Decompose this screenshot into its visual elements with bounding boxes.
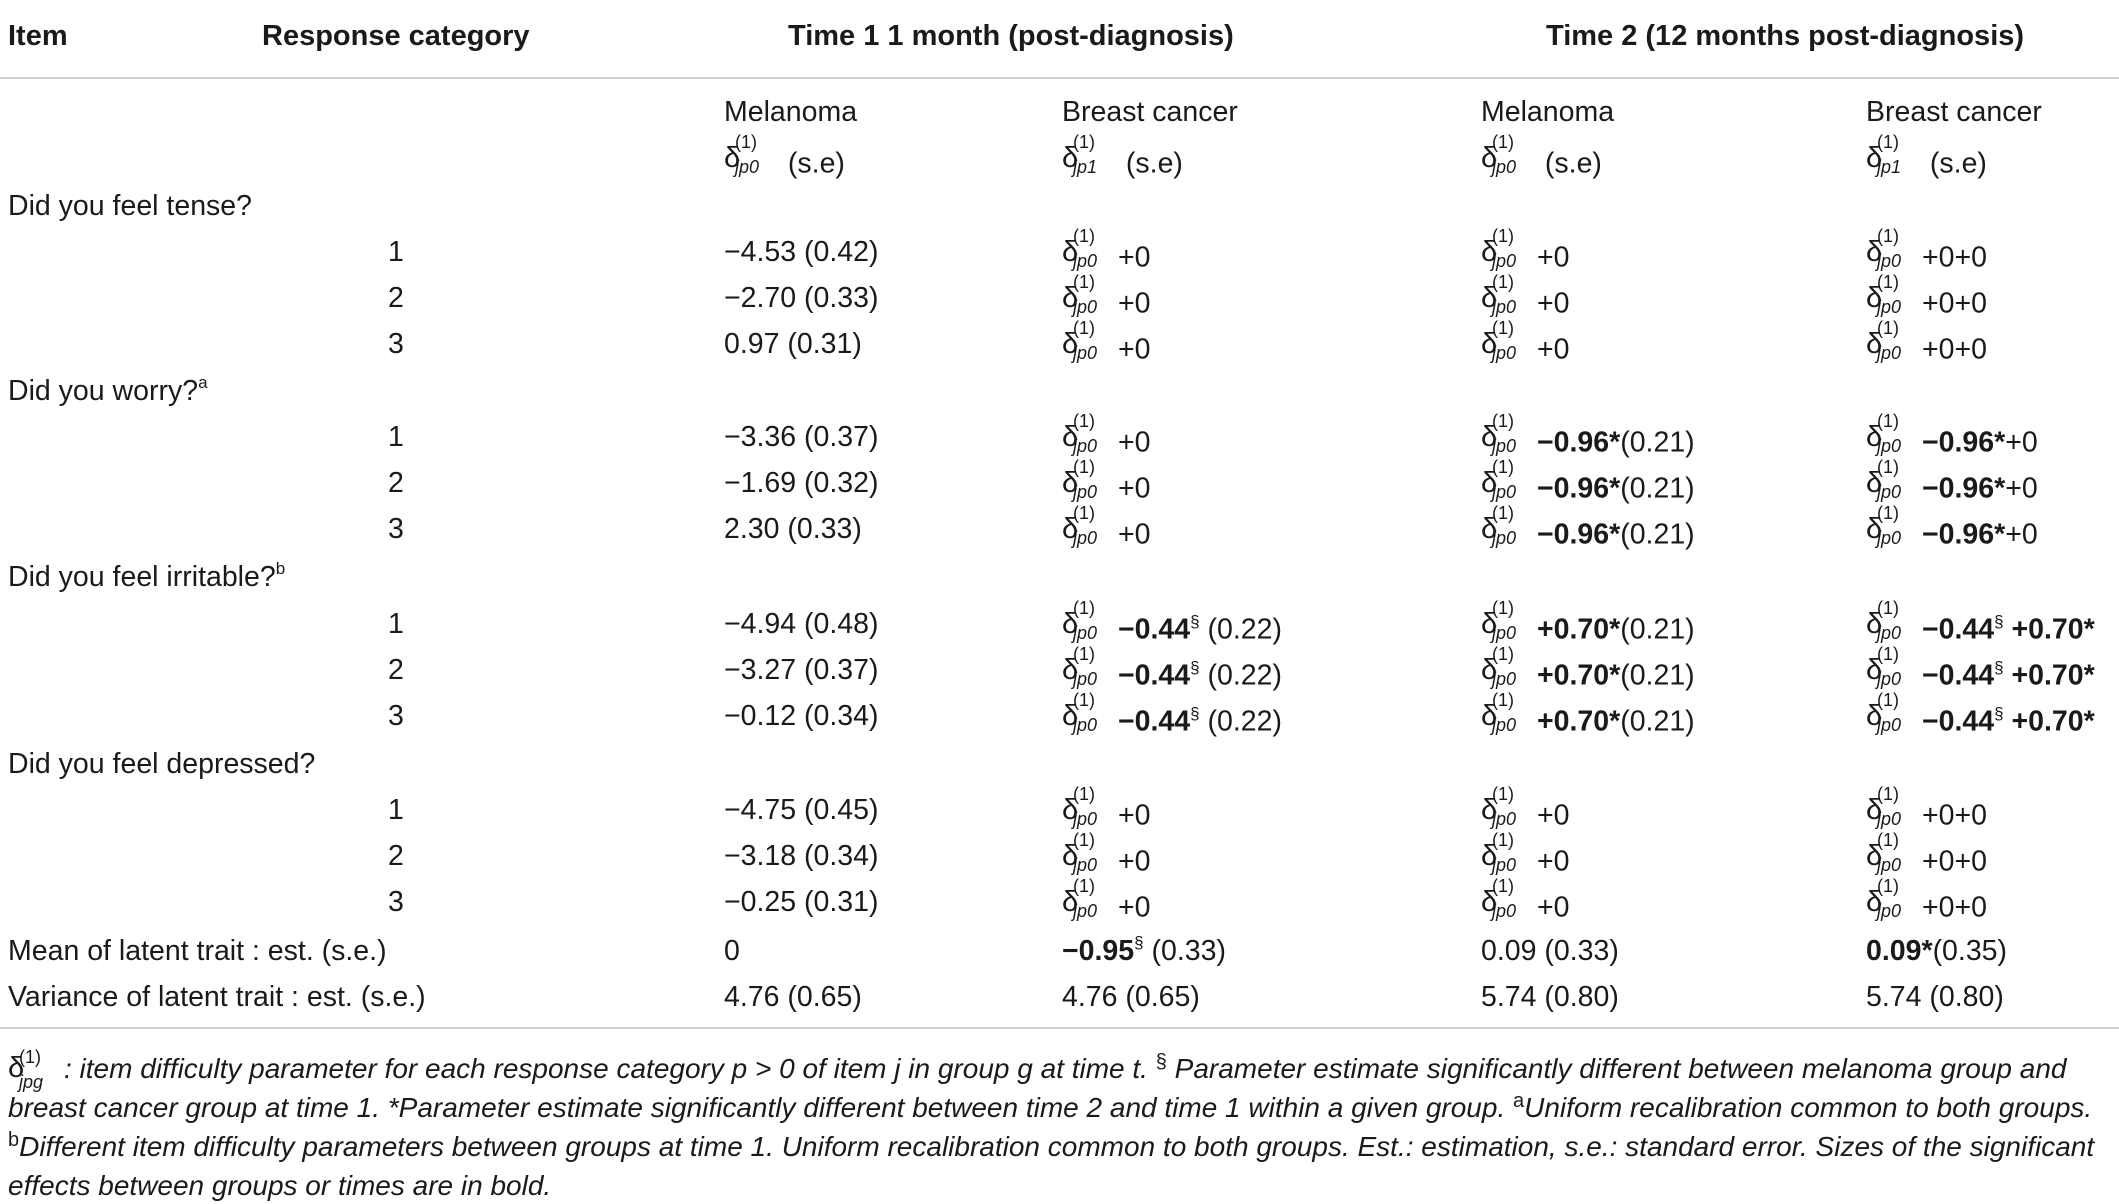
t1-breast-value: δ (1) jp0 −0.44§ (0.22) — [1062, 690, 1282, 738]
t2-breast-value: δ (1) jp0 +0+0 — [1866, 784, 1987, 832]
t1-melanoma-value: −3.36 (0.37) — [724, 421, 879, 453]
header-time2: Time 2 (12 months post-diagnosis) — [1546, 20, 2025, 52]
response-category: 2 — [388, 840, 404, 872]
t2-breast-value: δ (1) jp0 +0+0 — [1866, 226, 1987, 274]
response-category: 1 — [388, 794, 404, 826]
response-category: 1 — [388, 608, 404, 640]
t2-melanoma-value: δ (1) jp0 +0 — [1481, 226, 1570, 274]
t1-breast-value: δ (1) jp0 +0 — [1062, 411, 1151, 459]
t2-breast-value: δ (1) jp0 −0.44§ +0.70* — [1866, 644, 2095, 692]
t2-melanoma-value: δ (1) jp0 +0 — [1481, 272, 1570, 320]
t2-melanoma-value: δ (1) jp0 +0 — [1481, 830, 1570, 878]
response-category: 2 — [388, 282, 404, 314]
t1-breast-value: δ (1) jp0 +0 — [1062, 784, 1151, 832]
t1-breast-value: δ (1) jp0 +0 — [1062, 318, 1151, 366]
t2-melanoma-value: δ (1) jp0 −0.96*(0.21) — [1481, 457, 1695, 505]
subheader-t2-breast-param: δ (1) jp1 (s.e) — [1866, 132, 1987, 180]
table-footnote — [8, 1047, 2108, 1204]
response-category: 3 — [388, 700, 404, 732]
t1-breast-value: δ (1) jp0 +0 — [1062, 226, 1151, 274]
footnote-line-4: effects between groups or times are in bold. — [8, 1170, 552, 1201]
t1-breast-value: δ (1) jp0 +0 — [1062, 272, 1151, 320]
t2-breast-value: 5.74 (0.80) — [1866, 981, 2004, 1013]
t1-breast-value: δ (1) jp0 −0.44§ (0.22) — [1062, 644, 1282, 692]
t1-melanoma-value: −3.18 (0.34) — [724, 840, 879, 872]
t2-breast-value: δ (1) jp0 +0+0 — [1866, 272, 1987, 320]
t2-breast-value: δ (1) jp0 −0.96*+0 — [1866, 503, 2038, 551]
t1-breast-value: δ (1) jp0 +0 — [1062, 830, 1151, 878]
t1-melanoma-value: −4.53 (0.42) — [724, 236, 879, 268]
t1-melanoma-value: −4.94 (0.48) — [724, 608, 879, 640]
subheader-t2-breast-cancer: Breast cancer — [1866, 96, 2042, 128]
subheader-t1-melanoma: Melanoma — [724, 96, 858, 128]
t1-melanoma-value: 0 — [724, 935, 740, 967]
item-label-worry: Did you worry?$^a$ — [8, 373, 208, 407]
header-time1: Time 1 1 month (post-diagnosis) — [788, 20, 1234, 52]
response-category: 1 — [388, 421, 404, 453]
t2-breast-value: δ (1) jp0 +0+0 — [1866, 318, 1987, 366]
subheader-t2-melanoma-param: δ (1) jp0 (s.e) — [1481, 132, 1602, 180]
item-label-irritable: Did you feel irritable?$^b$ — [8, 559, 286, 593]
t2-melanoma-value: δ (1) jp0 −0.96*(0.21) — [1481, 411, 1695, 459]
response-category: 2 — [388, 654, 404, 686]
t1-melanoma-value: 0.97 (0.31) — [724, 328, 862, 360]
subheader-t2-melanoma: Melanoma — [1481, 96, 1615, 128]
response-category: 3 — [388, 328, 404, 360]
t1-breast-value: δ (1) jp0 −0.44§ (0.22) — [1062, 598, 1282, 646]
t1-melanoma-value: −2.70 (0.33) — [724, 282, 879, 314]
t2-melanoma-value: δ (1) jp0 +0.70*(0.21) — [1481, 598, 1695, 646]
t2-breast-value: δ (1) jp0 −0.96*+0 — [1866, 411, 2038, 459]
t1-melanoma-value: −4.75 (0.45) — [724, 794, 879, 826]
subheader-t1-breast-param: δ (1) jp1 (s.e) — [1062, 132, 1183, 180]
t2-melanoma-value: δ (1) jp0 +0.70*(0.21) — [1481, 690, 1695, 738]
t1-melanoma-value: 2.30 (0.33) — [724, 513, 862, 545]
subheader-t1-melanoma-param: δ (1) jp0 (s.e) — [724, 132, 845, 180]
variance-label: Variance of latent trait : est. (s.e.) — [8, 981, 426, 1013]
t2-melanoma-value: 0.09 (0.33) — [1481, 935, 1619, 967]
response-category: 2 — [388, 467, 404, 499]
response-category: 3 — [388, 886, 404, 918]
response-category: 1 — [388, 236, 404, 268]
t1-breast-value: 4.76 (0.65) — [1062, 981, 1200, 1013]
t1-breast-value: δ (1) jp0 +0 — [1062, 503, 1151, 551]
table-header-row — [0, 0, 2119, 79]
t2-melanoma-value: δ (1) jp0 +0 — [1481, 876, 1570, 924]
t1-breast-value: δ (1) jp0 +0 — [1062, 457, 1151, 505]
t2-breast-value: 0.09*(0.35) — [1866, 935, 2008, 967]
footnote-line-2: breast cancer group at time 1. *Parameter estimate significantly different between time 2 and time 1 within a given group. $^a$Uniform recalibration common to both groups. — [8, 1090, 2093, 1123]
t1-melanoma-value: 4.76 (0.65) — [724, 981, 862, 1013]
item-label-tense: Did you feel tense? — [8, 190, 252, 222]
t2-melanoma-value: δ (1) jp0 +0 — [1481, 318, 1570, 366]
response-category: 3 — [388, 513, 404, 545]
t1-melanoma-value: −0.12 (0.34) — [724, 700, 879, 732]
footnote-line-1: δ (1) jpg : item difficulty parameter for each response category p > 0 of item j in group g at time t. § Parameter estimate significantly different between melanoma group and — [8, 1047, 2067, 1092]
subheader-t1-breast-cancer: Breast cancer — [1062, 96, 1238, 128]
header-item: Item — [8, 20, 68, 52]
t1-melanoma-value: −1.69 (0.32) — [724, 467, 879, 499]
mean-label: Mean of latent trait : est. (s.e.) — [8, 935, 387, 967]
t2-melanoma-value: 5.74 (0.80) — [1481, 981, 1619, 1013]
table-bottom-rule — [0, 1027, 2119, 1029]
t2-melanoma-value: δ (1) jp0 −0.96*(0.21) — [1481, 503, 1695, 551]
item-label-depressed: Did you feel depressed? — [8, 748, 316, 780]
t1-melanoma-value: −3.27 (0.37) — [724, 654, 879, 686]
t2-breast-value: δ (1) jp0 −0.96*+0 — [1866, 457, 2038, 505]
t1-breast-value: δ (1) jp0 +0 — [1062, 876, 1151, 924]
t2-breast-value: δ (1) jp0 +0+0 — [1866, 830, 1987, 878]
t2-breast-value: δ (1) jp0 −0.44§ +0.70* — [1866, 598, 2095, 646]
footnote-line-3: $^b$Different item difficulty parameters between groups at time 1. Uniform recalibration common to both groups. Est.: estimation, s.e.: standard error. Sizes of the significant — [8, 1129, 2095, 1162]
t1-breast-value: −0.95§ (0.33) — [1062, 933, 1226, 967]
header-response-category: Response category — [262, 20, 530, 52]
t1-melanoma-value: −0.25 (0.31) — [724, 886, 879, 918]
t2-breast-value: δ (1) jp0 −0.44§ +0.70* — [1866, 690, 2095, 738]
t2-breast-value: δ (1) jp0 +0+0 — [1866, 876, 1987, 924]
t2-melanoma-value: δ (1) jp0 +0.70*(0.21) — [1481, 644, 1695, 692]
t2-melanoma-value: δ (1) jp0 +0 — [1481, 784, 1570, 832]
